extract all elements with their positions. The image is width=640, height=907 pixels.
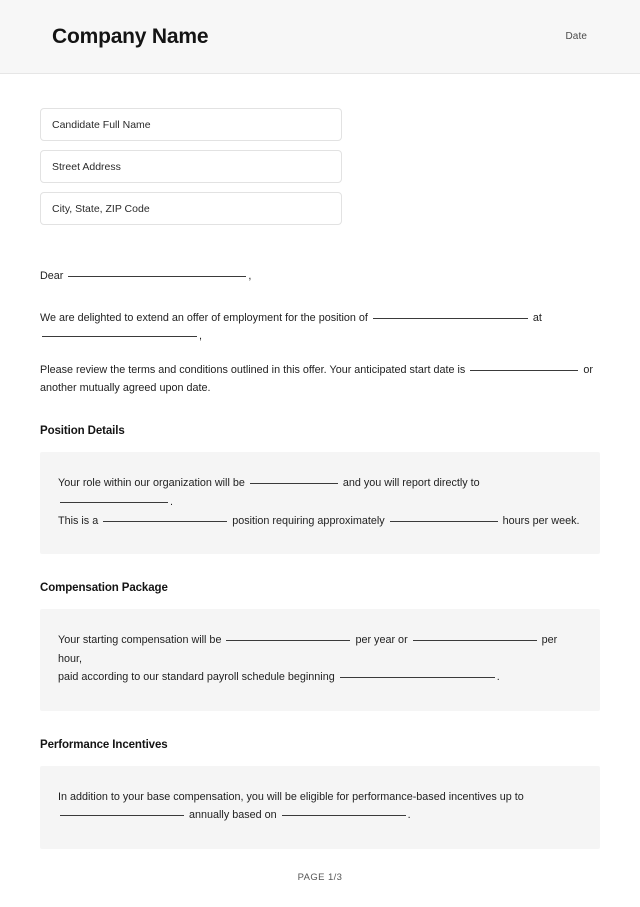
position-details-text bbox=[58, 474, 582, 530]
candidate-name-field[interactable] bbox=[40, 108, 342, 141]
street-address-field[interactable] bbox=[40, 150, 342, 183]
performance-incentives-panel bbox=[40, 766, 600, 849]
position-details-panel bbox=[40, 452, 600, 554]
manager-blank[interactable] bbox=[60, 502, 168, 503]
candidate-name-label: Candidate Full Name bbox=[52, 118, 151, 131]
start-date-paragraph bbox=[40, 362, 600, 397]
start-date-blank[interactable] bbox=[470, 370, 578, 371]
incentives-line1-a: In addition to your base compensation, you will be eligible for performance-based incentives up to bbox=[58, 790, 524, 803]
role-blank[interactable] bbox=[250, 483, 338, 484]
document-header bbox=[0, 0, 640, 74]
date-label: Date bbox=[565, 31, 587, 42]
incentives-line2-a: annually based on bbox=[189, 809, 277, 822]
hourly-rate-blank[interactable] bbox=[413, 640, 537, 641]
compensation-line1-a: Your starting compensation will be bbox=[58, 634, 222, 647]
incentives-line2-b: . bbox=[407, 809, 411, 822]
compensation-package-text bbox=[58, 631, 582, 687]
section-compensation-package bbox=[40, 582, 600, 711]
compensation-line2-b: . bbox=[496, 671, 500, 684]
start-date-text-b: or another mutually agreed upon date. bbox=[40, 364, 593, 394]
document-body bbox=[0, 74, 640, 849]
company-blank[interactable] bbox=[42, 336, 197, 337]
incentive-criteria-blank[interactable] bbox=[282, 815, 406, 816]
salutation-blank[interactable] bbox=[68, 276, 246, 277]
position-blank[interactable] bbox=[373, 318, 528, 319]
position-line1-b: and you will report directly to bbox=[342, 477, 480, 490]
position-line2-c: hours per week. bbox=[502, 514, 580, 527]
offer-text-a: We are delighted to extend an offer of employment for the position of bbox=[40, 312, 368, 325]
recipient-address-block bbox=[40, 108, 342, 225]
city-state-zip-field[interactable] bbox=[40, 192, 342, 225]
salutation-prefix: Dear bbox=[40, 270, 64, 282]
compensation-line1-c: per hour, bbox=[58, 634, 558, 665]
salutation-suffix: , bbox=[248, 270, 252, 282]
salutation-line bbox=[40, 268, 600, 285]
annual-salary-blank[interactable] bbox=[226, 640, 350, 641]
section-position-details bbox=[40, 425, 600, 554]
section-performance-incentives bbox=[40, 739, 600, 849]
position-line1-a: Your role within our organization will be bbox=[58, 477, 245, 490]
hours-blank[interactable] bbox=[390, 521, 498, 522]
street-address-label: Street Address bbox=[52, 160, 121, 173]
offer-text-b: at bbox=[532, 312, 542, 325]
compensation-line2-a: paid according to our standard payroll schedule beginning bbox=[58, 671, 335, 684]
offer-paragraph bbox=[40, 310, 600, 345]
performance-incentives-text bbox=[58, 788, 582, 825]
section-title-performance-incentives: Performance Incentives bbox=[40, 738, 168, 751]
position-line2-a: This is a bbox=[58, 514, 99, 527]
position-line1-c: . bbox=[170, 495, 173, 508]
compensation-package-panel bbox=[40, 609, 600, 711]
incentive-amount-blank[interactable] bbox=[60, 815, 184, 816]
start-date-text-a: Please review the terms and conditions outlined in this offer. Your anticipated start date is bbox=[40, 364, 466, 377]
company-name-title: Company Name bbox=[52, 24, 209, 48]
section-title-position-details: Position Details bbox=[40, 425, 125, 438]
letter-body bbox=[40, 268, 600, 397]
payroll-start-blank[interactable] bbox=[340, 677, 495, 678]
compensation-line1-b: per year or bbox=[355, 634, 408, 647]
document-footer bbox=[0, 849, 640, 907]
section-title-compensation-package: Compensation Package bbox=[40, 582, 168, 595]
employment-type-blank[interactable] bbox=[103, 521, 227, 522]
city-state-zip-label: City, State, ZIP Code bbox=[52, 202, 150, 215]
offer-text-c: , bbox=[199, 329, 202, 342]
page-indicator: PAGE 1/3 bbox=[297, 872, 343, 884]
position-line2-b: position requiring approximately bbox=[232, 514, 385, 527]
